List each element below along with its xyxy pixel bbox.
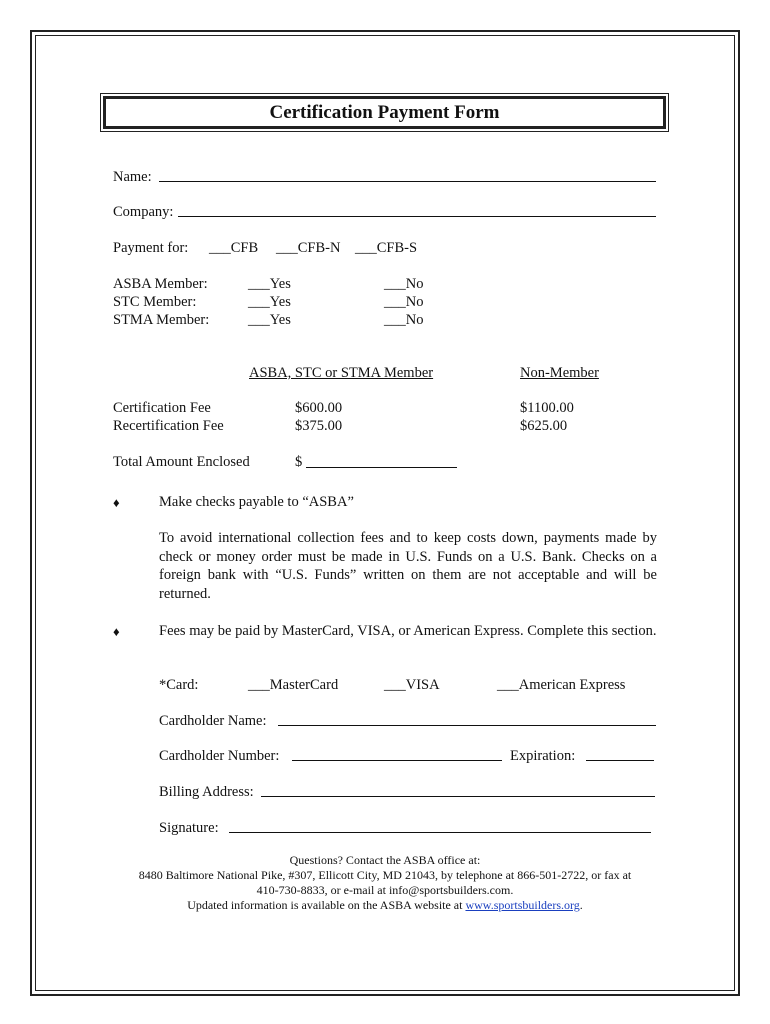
cardholder-name-field[interactable] [278, 725, 656, 726]
footer-website-prefix: Updated information is available on the ASBA website at [187, 898, 466, 912]
total-amount-field[interactable] [306, 467, 457, 468]
billing-address-label: Billing Address: [159, 784, 254, 800]
asba-member-label: ASBA Member: [113, 276, 208, 292]
stc-member-label: STC Member: [113, 294, 197, 310]
total-amount-prefix: $ [295, 454, 303, 470]
payment-option-cfb-s[interactable]: ___CFB-S [355, 240, 418, 256]
name-field[interactable] [159, 181, 656, 182]
bullet-diamond-icon: ♦ [113, 495, 120, 510]
card-option-amex[interactable]: ___American Express [497, 677, 626, 693]
footer-website-line [100, 898, 670, 913]
stc-member-yes[interactable]: ___Yes [248, 294, 291, 310]
cardholder-name-label: Cardholder Name: [159, 713, 267, 729]
certification-fee-nonmember: $1100.00 [520, 400, 574, 416]
name-label: Name: [113, 169, 152, 185]
footer-address: 8480 Baltimore National Pike, #307, Ellicott City, MD 21043, by telephone at 866-501-2722, or fax at [138, 868, 632, 882]
title-box [103, 96, 666, 129]
recertification-fee-label: Recertification Fee [113, 418, 224, 434]
checks-heading: Make checks payable to “ASBA” [159, 494, 354, 510]
checks-paragraph: To avoid international collection fees and to keep costs down, payments made by check or money order must be made in U.S. Funds on a U.S. Bank. Checks on a foreign bank with “U.S. Funds” written on them are not acceptable and will be returned. [159, 530, 657, 602]
footer-website-suffix: . [579, 898, 583, 912]
signature-label: Signature: [159, 820, 219, 836]
expiration-label: Expiration: [510, 748, 576, 764]
card-label: *Card: [159, 677, 199, 693]
stma-member-no[interactable]: ___No [384, 312, 424, 328]
card-intro: Fees may be paid by MasterCard, VISA, or American Express. Complete this section. [159, 623, 657, 639]
stma-member-label: STMA Member: [113, 312, 210, 328]
card-option-mastercard[interactable]: ___MasterCard [248, 677, 339, 693]
stc-member-no[interactable]: ___No [384, 294, 424, 310]
payment-option-cfb[interactable]: ___CFB [209, 240, 259, 256]
footer-contact: Questions? Contact the ASBA office at: [289, 853, 481, 867]
company-field[interactable] [178, 216, 656, 217]
recertification-fee-member: $375.00 [295, 418, 343, 434]
certification-fee-member: $600.00 [295, 400, 343, 416]
asba-member-yes[interactable]: ___Yes [248, 276, 291, 292]
fee-column-member: ASBA, STC or STMA Member [249, 365, 434, 381]
company-label: Company: [113, 204, 174, 220]
cardholder-number-field[interactable] [292, 760, 502, 761]
total-amount-label: Total Amount Enclosed [113, 454, 250, 470]
signature-field[interactable] [229, 832, 651, 833]
fee-column-nonmember: Non-Member [520, 365, 599, 381]
certification-fee-label: Certification Fee [113, 400, 211, 416]
stma-member-yes[interactable]: ___Yes [248, 312, 291, 328]
website-link[interactable]: www.sportsbuilders.org [465, 898, 580, 912]
billing-address-field[interactable] [261, 796, 655, 797]
page-title: Certification Payment Form [269, 101, 500, 123]
recertification-fee-nonmember: $625.00 [520, 418, 568, 434]
payment-option-cfb-n[interactable]: ___CFB-N [276, 240, 341, 256]
cardholder-number-label: Cardholder Number: [159, 748, 280, 764]
footer-fax-email: 410-730-8833, or e-mail at info@sportsbuilders.com. [256, 883, 514, 897]
expiration-field[interactable] [586, 760, 654, 761]
asba-member-no[interactable]: ___No [384, 276, 424, 292]
payment-for-label: Payment for: [113, 240, 189, 256]
card-option-visa[interactable]: ___VISA [384, 677, 440, 693]
bullet-diamond-icon: ♦ [113, 624, 120, 639]
